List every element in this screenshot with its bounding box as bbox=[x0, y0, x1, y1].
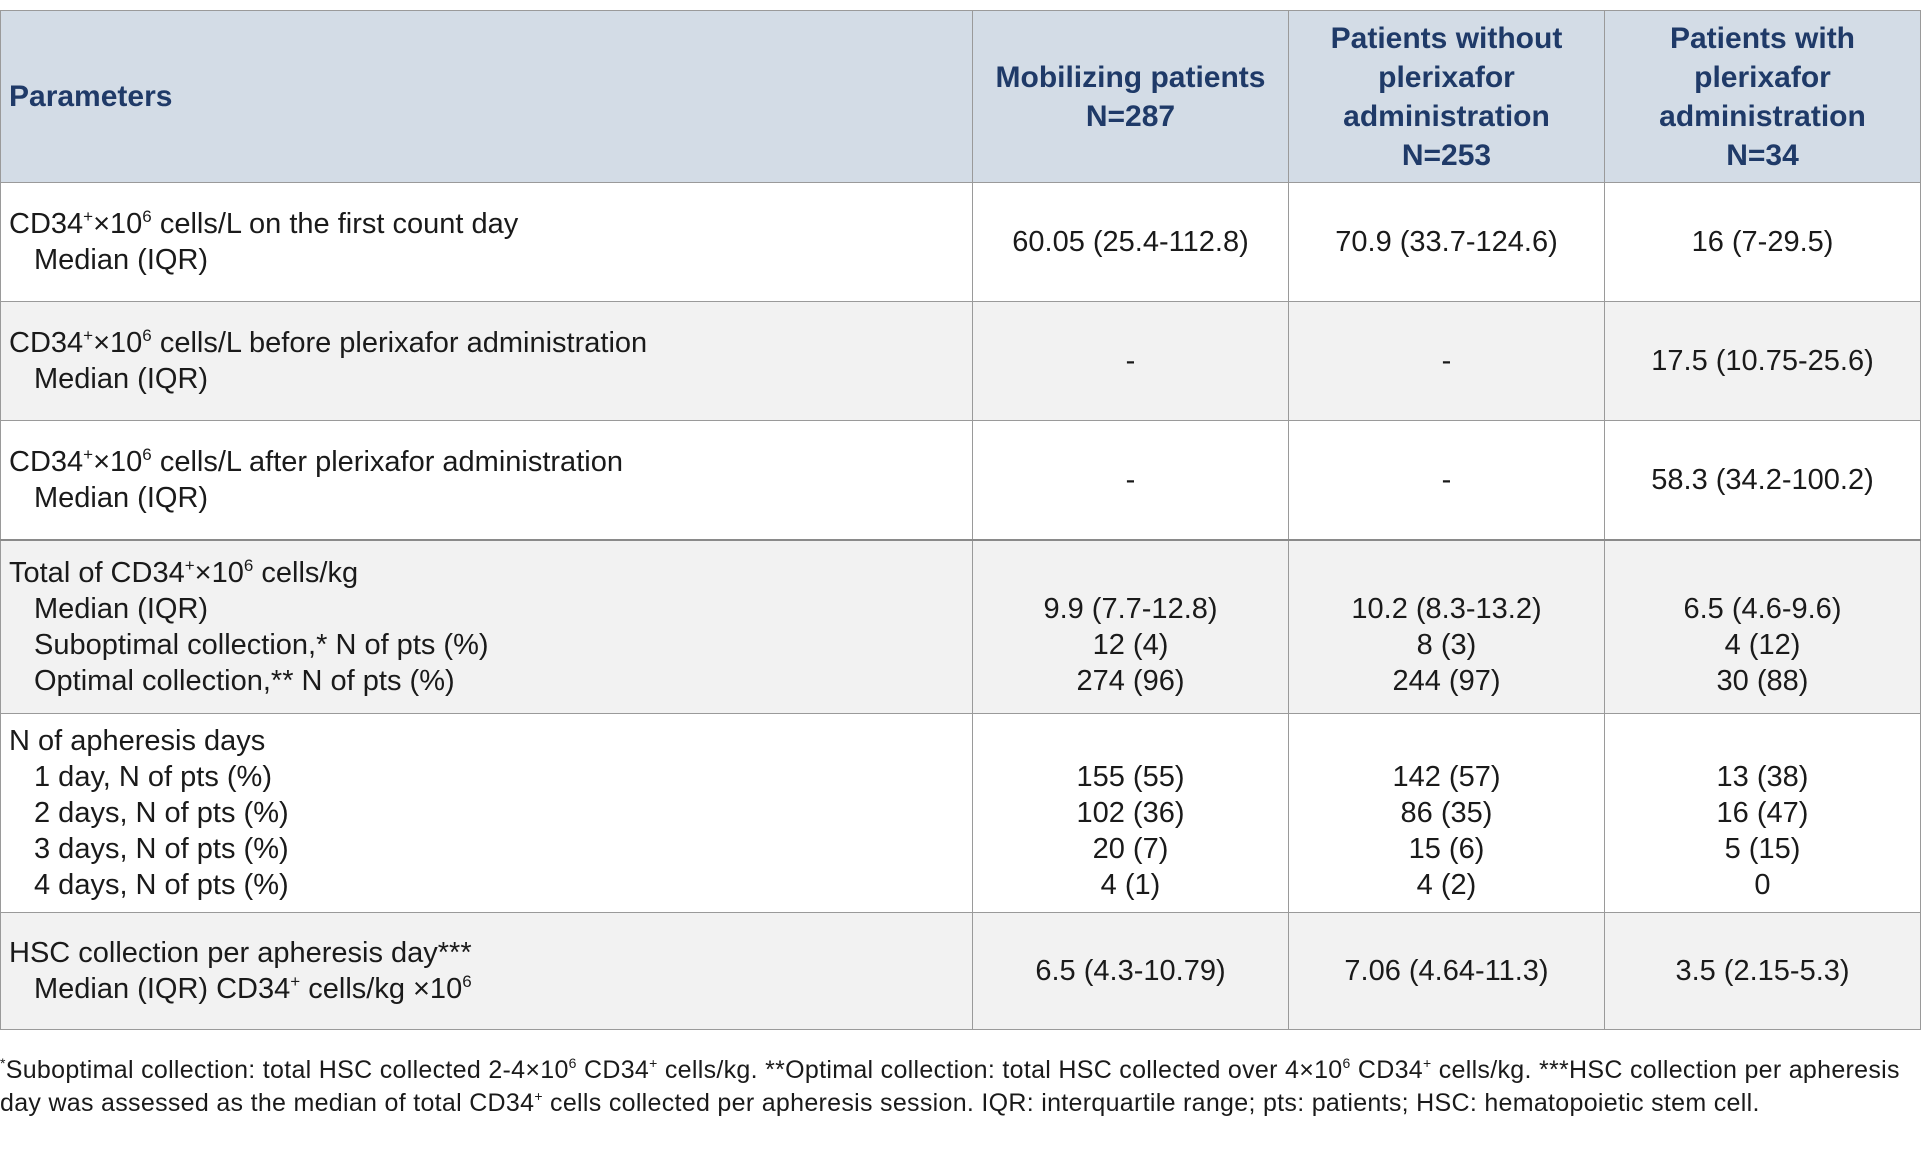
header-line: Mobilizing patients bbox=[995, 60, 1266, 94]
header-line: N=253 bbox=[1401, 138, 1492, 172]
row-title: HSC collection per apheresis day*** bbox=[9, 937, 472, 969]
header-line: N=287 bbox=[1085, 99, 1176, 133]
cell-without-plerixafor bbox=[1289, 540, 1605, 714]
superscript: + bbox=[1422, 1055, 1432, 1071]
row-sub-label: Suboptimal collection,* N of pts (%) bbox=[34, 628, 489, 661]
row-label bbox=[1, 421, 973, 540]
cell-value: 15 (6) bbox=[1408, 833, 1485, 865]
cell-value: 8 (3) bbox=[1416, 628, 1477, 661]
row-title-text: ×10 bbox=[93, 208, 143, 240]
superscript: + bbox=[649, 1055, 658, 1071]
row-label bbox=[1, 540, 973, 714]
results-table bbox=[0, 10, 1921, 1030]
superscript: 6 bbox=[142, 444, 152, 464]
cell-value: 20 (7) bbox=[1092, 833, 1169, 865]
superscript: + bbox=[83, 444, 94, 464]
superscript: * bbox=[0, 1055, 6, 1071]
cell-without-plerixafor bbox=[1289, 302, 1605, 421]
row-title bbox=[9, 206, 972, 242]
cell-value: 10.2 (8.3-13.2) bbox=[1351, 592, 1542, 625]
superscript: + bbox=[290, 972, 301, 991]
row-sub-label bbox=[9, 971, 972, 1007]
cell-value: 70.9 (33.7-124.6) bbox=[1335, 226, 1558, 258]
cell-without-plerixafor bbox=[1289, 714, 1605, 913]
cell-mobilizing bbox=[973, 913, 1289, 1030]
row-title-text: ×10 bbox=[93, 445, 143, 478]
cell-without-plerixafor bbox=[1289, 421, 1605, 540]
cell-value: 142 (57) bbox=[1392, 761, 1501, 793]
row-title bbox=[9, 555, 972, 591]
row-label bbox=[1, 913, 973, 1030]
cell-value: 4 (12) bbox=[1724, 628, 1801, 661]
header-row bbox=[1, 11, 1921, 183]
table-row bbox=[1, 302, 1921, 421]
cell-value: - bbox=[1125, 345, 1136, 377]
table-row bbox=[1, 421, 1921, 540]
cell-value: - bbox=[1441, 345, 1452, 377]
row-title-text: ×10 bbox=[93, 327, 143, 359]
cell-spacer bbox=[1605, 723, 1920, 759]
row-sub-label: Median (IQR) bbox=[34, 481, 209, 514]
table-footnote bbox=[0, 1054, 1915, 1120]
cell-with-plerixafor bbox=[1605, 714, 1921, 913]
cell-value: 4 (1) bbox=[1100, 869, 1161, 901]
row-sub-label: Optimal collection,** N of pts (%) bbox=[34, 664, 455, 697]
row-label bbox=[1, 714, 973, 913]
row-sub-label: 1 day, N of pts (%) bbox=[34, 761, 272, 793]
cell-value: - bbox=[1441, 463, 1452, 496]
row-title-text: CD34 bbox=[9, 327, 84, 359]
footnote-text: cells/kg. ***HSC collection per apheresis day was assessed as the median of total CD34 bbox=[0, 1056, 1900, 1117]
cell-with-plerixafor bbox=[1605, 913, 1921, 1030]
cell-value: 12 (4) bbox=[1092, 628, 1169, 661]
superscript: 6 bbox=[142, 326, 152, 345]
superscript: + bbox=[534, 1088, 543, 1104]
cell-without-plerixafor bbox=[1289, 183, 1605, 302]
row-sub-text: Median (IQR) CD34 bbox=[34, 973, 291, 1005]
header-parameters bbox=[1, 11, 973, 183]
row-title-text: ×10 bbox=[194, 556, 244, 589]
table-row bbox=[1, 540, 1921, 714]
cell-value: 7.06 (4.64-11.3) bbox=[1344, 955, 1549, 987]
cell-value: 86 (35) bbox=[1400, 797, 1493, 829]
header-line: administration bbox=[1659, 99, 1866, 133]
row-label bbox=[1, 183, 973, 302]
header-mobilizing-patients bbox=[973, 11, 1289, 183]
row-title-text: Total of CD34 bbox=[9, 556, 185, 589]
table-row bbox=[1, 714, 1921, 913]
row-label bbox=[1, 302, 973, 421]
row-sub-text: cells/kg ×10 bbox=[300, 973, 463, 1005]
cell-value: 4 (2) bbox=[1416, 869, 1477, 901]
cell-with-plerixafor bbox=[1605, 183, 1921, 302]
row-sub-label: Median (IQR) bbox=[34, 363, 209, 395]
header-line: N=34 bbox=[1726, 138, 1799, 172]
cell-value: 3.5 (2.15-5.3) bbox=[1675, 955, 1850, 987]
cell-value: 58.3 (34.2-100.2) bbox=[1651, 463, 1874, 496]
cell-mobilizing bbox=[973, 714, 1289, 913]
superscript: 6 bbox=[1342, 1055, 1351, 1071]
cell-value: 0 bbox=[1754, 869, 1771, 901]
row-title-text: cells/L on the first count day bbox=[151, 208, 519, 240]
table-container bbox=[0, 10, 1921, 1120]
table-row bbox=[1, 913, 1921, 1030]
footnote-text: CD34 bbox=[1350, 1056, 1423, 1084]
cell-without-plerixafor bbox=[1289, 913, 1605, 1030]
header-with-plerixafor bbox=[1605, 11, 1921, 183]
cell-with-plerixafor bbox=[1605, 421, 1921, 540]
footnote-text: Suboptimal collection: total HSC collected 2-4×10 bbox=[5, 1056, 569, 1084]
cell-value: 30 (88) bbox=[1716, 664, 1809, 697]
footnote-text: cells/kg. **Optimal collection: total HSC collected over 4×10 bbox=[657, 1056, 1343, 1084]
cell-value: 6.5 (4.6-9.6) bbox=[1683, 592, 1842, 625]
row-title-text: cells/L before plerixafor administration bbox=[151, 327, 648, 359]
cell-spacer bbox=[973, 555, 1288, 591]
cell-mobilizing bbox=[973, 421, 1289, 540]
header-line: Parameters bbox=[9, 80, 173, 113]
cell-with-plerixafor bbox=[1605, 302, 1921, 421]
cell-value: 102 (36) bbox=[1076, 797, 1185, 829]
cell-value: 9.9 (7.7-12.8) bbox=[1043, 592, 1218, 625]
superscript: 6 bbox=[243, 555, 254, 575]
cell-mobilizing bbox=[973, 183, 1289, 302]
cell-mobilizing bbox=[973, 540, 1289, 714]
cell-value: 16 (47) bbox=[1716, 797, 1809, 829]
header-without-plerixafor bbox=[1289, 11, 1605, 183]
cell-value: 155 (55) bbox=[1076, 761, 1185, 793]
row-sub-label: 4 days, N of pts (%) bbox=[34, 869, 289, 901]
cell-value: 17.5 (10.75-25.6) bbox=[1651, 345, 1874, 377]
cell-spacer bbox=[1289, 555, 1604, 591]
cell-value: 244 (97) bbox=[1392, 664, 1501, 697]
row-title bbox=[9, 325, 972, 361]
row-sub-label: 3 days, N of pts (%) bbox=[34, 833, 289, 865]
superscript: 6 bbox=[568, 1055, 577, 1071]
row-sub-label: 2 days, N of pts (%) bbox=[34, 797, 289, 829]
row-title-text: cells/L after plerixafor administration bbox=[151, 445, 623, 478]
row-title bbox=[9, 444, 972, 480]
header-line: administration bbox=[1343, 99, 1550, 133]
row-title-text: cells/kg bbox=[253, 556, 359, 589]
row-title-text: CD34 bbox=[9, 208, 84, 240]
superscript: 6 bbox=[142, 207, 152, 226]
header-line: Patients without bbox=[1330, 21, 1563, 55]
row-title-text: CD34 bbox=[9, 445, 84, 478]
header-line: plerixafor bbox=[1378, 60, 1515, 94]
superscript: + bbox=[83, 207, 94, 226]
row-title: N of apheresis days bbox=[9, 725, 266, 757]
cell-mobilizing bbox=[973, 302, 1289, 421]
cell-value: 60.05 (25.4-112.8) bbox=[1012, 226, 1249, 258]
cell-spacer bbox=[1605, 555, 1920, 591]
cell-with-plerixafor bbox=[1605, 540, 1921, 714]
superscript: + bbox=[83, 326, 94, 345]
superscript: + bbox=[184, 555, 195, 575]
header-line: Patients with bbox=[1669, 21, 1856, 55]
cell-value: 13 (38) bbox=[1716, 761, 1809, 793]
header-line: plerixafor bbox=[1694, 60, 1831, 94]
cell-spacer bbox=[1289, 723, 1604, 759]
cell-value: 6.5 (4.3-10.79) bbox=[1035, 955, 1226, 987]
superscript: 6 bbox=[462, 972, 472, 991]
cell-value: - bbox=[1125, 463, 1136, 496]
row-sub-label: Median (IQR) bbox=[34, 592, 209, 625]
footnote-text: CD34 bbox=[576, 1056, 650, 1084]
cell-spacer bbox=[973, 723, 1288, 759]
footnote-text: cells collected per apheresis session. IQR: interquartile range; pts: patients; HSC: hematopoietic stem cell. bbox=[542, 1089, 1760, 1117]
row-sub-label: Median (IQR) bbox=[34, 244, 209, 276]
cell-value: 5 (15) bbox=[1724, 833, 1801, 865]
cell-value: 16 (7-29.5) bbox=[1691, 226, 1834, 258]
cell-value: 274 (96) bbox=[1076, 664, 1185, 697]
table-row bbox=[1, 183, 1921, 302]
